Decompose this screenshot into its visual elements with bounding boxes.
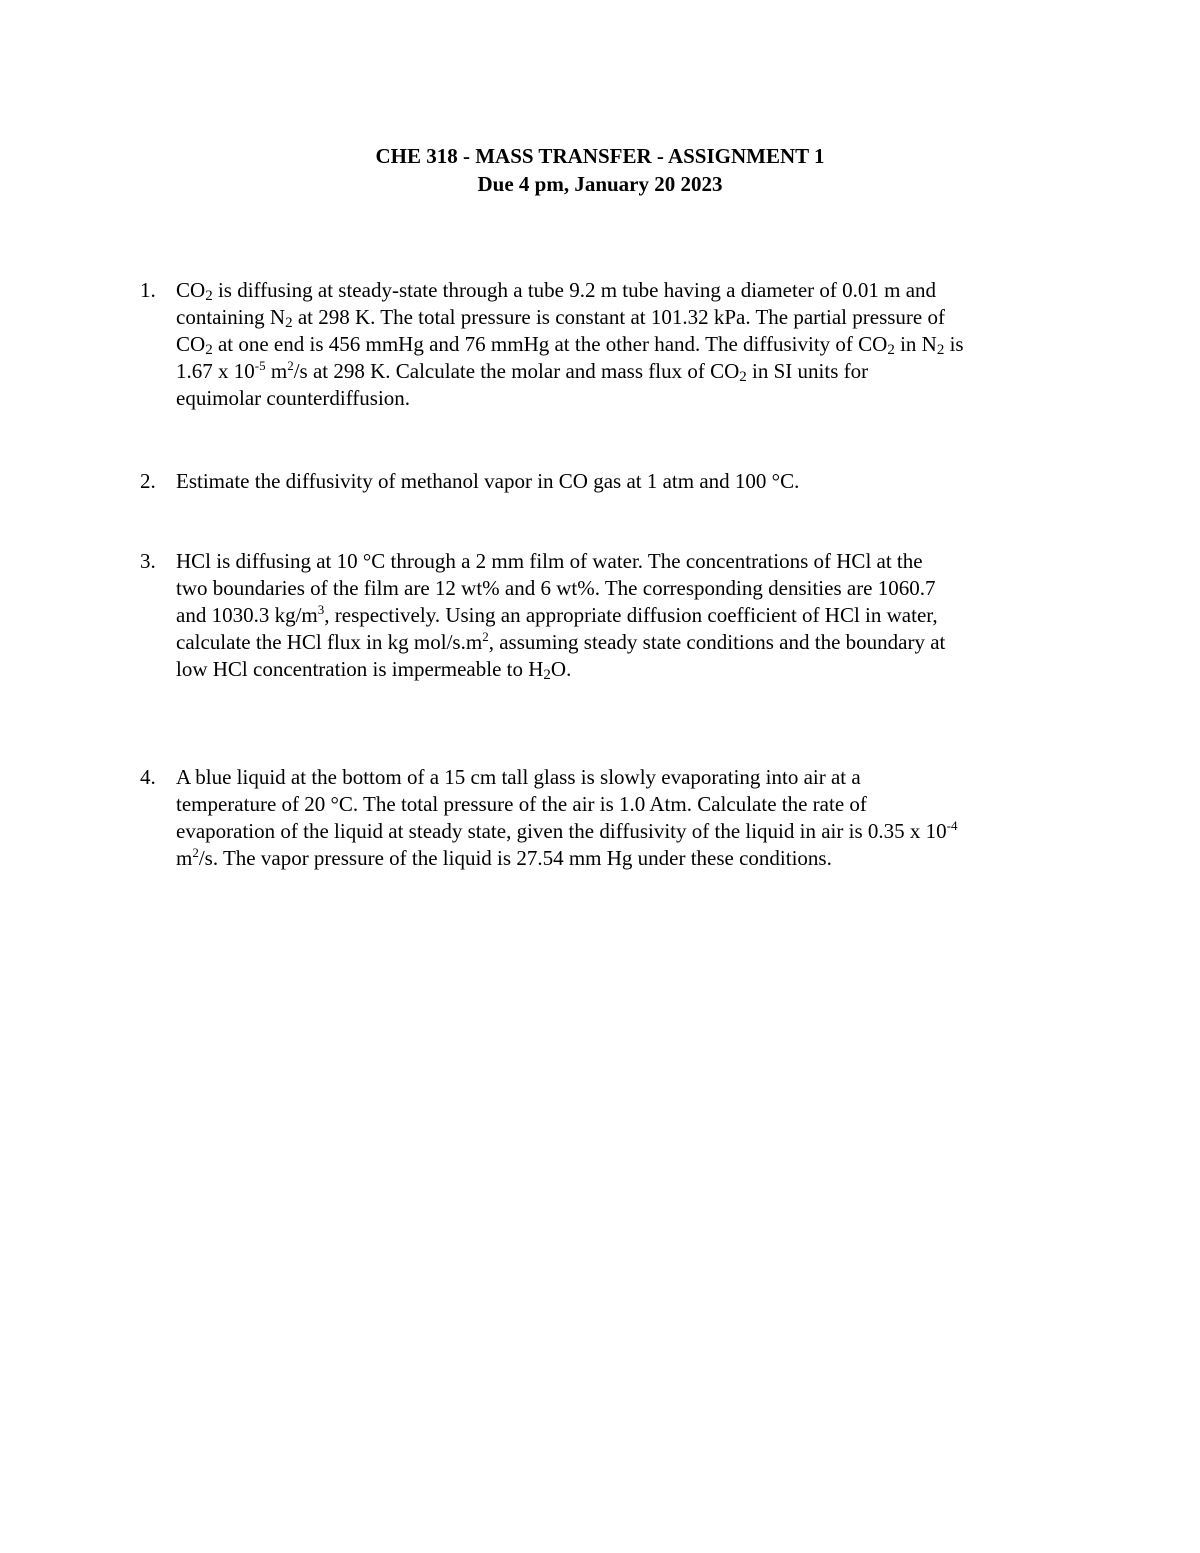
text-line: [176, 629, 1076, 656]
text-run: Estimate the diffusivity of methanol vapor in CO gas at 1 atm and 100 °C.: [176, 469, 800, 493]
text-run: low HCl concentration is impermeable to H: [176, 657, 544, 681]
assignment-title: CHE 318 - MASS TRANSFER - ASSIGNMENT 1: [375, 144, 825, 168]
subscript: 2: [205, 342, 213, 358]
superscript: 2: [287, 358, 294, 373]
question-text: [176, 277, 1076, 412]
text-run: temperature of 20 °C. The total pressure of the air is 1.0 Atm. Calculate the rate of: [176, 792, 867, 816]
text-run: two boundaries of the film are 12 wt% and 6 wt%. The corresponding densities are 1060.7: [176, 576, 936, 600]
superscript: -5: [254, 358, 266, 373]
text-line: [176, 818, 1076, 845]
superscript: -4: [946, 818, 958, 833]
text-line: [176, 548, 1076, 575]
subscript: 2: [205, 288, 213, 304]
subscript: 2: [543, 667, 551, 683]
text-run: in SI units for: [746, 359, 869, 383]
subscript: 2: [739, 369, 747, 385]
text-run: equimolar counterdiffusion.: [176, 386, 411, 410]
text-line: [176, 656, 1076, 683]
question-number: 3.: [140, 549, 156, 573]
text-run: m: [176, 846, 193, 870]
superscript: 3: [317, 602, 325, 617]
subscript: 2: [285, 315, 293, 331]
text-run: calculate the HCl flux in kg mol/s.m: [176, 630, 483, 654]
text-line: [176, 845, 1076, 872]
text-run: , assuming steady state conditions and the boundary at: [488, 630, 946, 654]
text-line: [176, 277, 1076, 304]
text-run: CO: [176, 278, 206, 302]
text-run: /s at 298 K. Calculate the molar and mass flux of CO: [293, 359, 740, 383]
text-run: O.: [550, 657, 572, 681]
text-run: at 298 K. The total pressure is constant at 101.32 kPa. The partial pressure of: [292, 305, 945, 329]
text-line: [176, 764, 1076, 791]
text-run: evaporation of the liquid at steady state, given the diffusivity of the liquid in air is 0.35 x 10: [176, 819, 947, 843]
superscript: 2: [482, 629, 489, 644]
text-line: [176, 602, 1076, 629]
text-line: [176, 468, 1076, 495]
subscript: 2: [936, 342, 945, 358]
text-run: containing N: [176, 305, 286, 329]
question-number: 2.: [140, 469, 156, 493]
document-header: [0, 142, 1200, 198]
subscript: 2: [887, 342, 895, 358]
text-line: [176, 304, 1076, 331]
question-text: [176, 548, 1076, 683]
question-text: [176, 764, 1076, 872]
text-line: [176, 791, 1076, 818]
question-text: [176, 468, 1076, 495]
text-line: [176, 385, 1076, 412]
text-run: HCl is diffusing at 10 °C through a 2 mm film of water. The concentrations of HCl at the: [176, 549, 923, 573]
question-number: 4.: [140, 765, 156, 789]
text-run: at one end is 456 mmHg and 76 mmHg at the other hand. The diffusivity of CO: [212, 332, 888, 356]
superscript: 2: [192, 845, 199, 860]
text-run: and 1030.3 kg/m: [176, 603, 318, 627]
text-run: /s. The vapor pressure of the liquid is 27.54 mm Hg under these conditions.: [198, 846, 832, 870]
text-run: is diffusing at steady-state through a tube 9.2 m tube having a diameter of 0.01 m and: [212, 278, 937, 302]
text-run: A blue liquid at the bottom of a 15 cm tall glass is slowly evaporating into air at a: [176, 765, 861, 789]
text-run: , respectively. Using an appropriate diffusion coefficient of HCl in water,: [324, 603, 938, 627]
question-number: 1.: [140, 278, 156, 302]
due-date: Due 4 pm, January 20 2023: [477, 172, 723, 196]
text-line: [176, 575, 1076, 602]
text-run: m: [265, 359, 288, 383]
text-run: is: [944, 332, 964, 356]
text-run: CO: [176, 332, 206, 356]
text-line: [176, 358, 1076, 385]
text-line: [176, 331, 1076, 358]
text-run: 1.67 x 10: [176, 359, 255, 383]
text-run: in N: [894, 332, 937, 356]
